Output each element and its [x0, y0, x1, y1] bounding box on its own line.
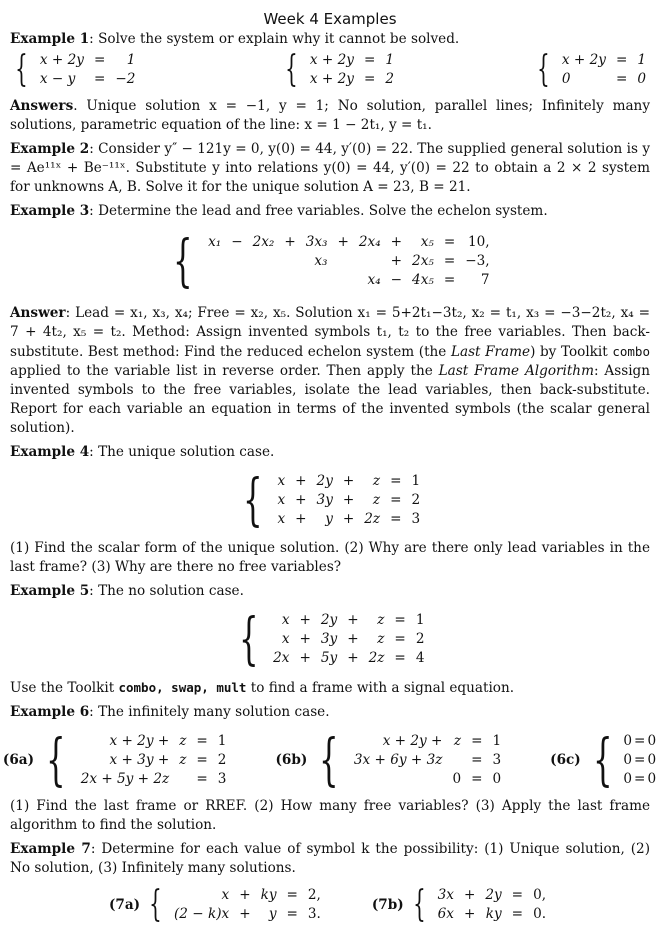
example-3-label: Example 3: [10, 203, 90, 219]
document-page: [2, 0, 657, 925]
example-4-system: { x + 2y + z = 1 x + 3y + z = 2 x + y + 2z = 3: [242, 467, 421, 533]
example-1-label: Example 1: [10, 31, 90, 47]
system-6b: (6b) { x + 2y + z = 1 3x + 6y + 3z = 3 0 = 0: [275, 727, 502, 793]
system-1c: { x + 2y = 1 0 = 0: [537, 49, 646, 90]
system-6a: (6a) { x + 2y + z = 1 x + 3y + z = 2 2x + 5y + 2z = 3: [2, 727, 227, 793]
example-3-system: { x₁ − 2x₂ + 3x₃ + 2x₄ + x₅ = 10, x₃ + 2x₅ = −3, x₄ − 4x₅ = 7: [173, 228, 490, 294]
system-6c: (6c) { 0 = 0 0 = 0 0 = 0: [550, 727, 657, 793]
example-6-label: Example 6: [10, 704, 90, 720]
example-6-systems: [2, 727, 657, 793]
brace-icon: {: [412, 884, 426, 925]
system-1a: { x + 2y = 1 x − y = −2: [15, 49, 136, 90]
page-title: Week 4 Examples: [263, 10, 397, 28]
example-5-prompt: Example 5: The no solution case.: [10, 583, 244, 599]
system-1b: { x + 2y = 1 x + 2y = 2: [285, 49, 394, 90]
brace-icon: {: [592, 727, 613, 793]
brace-icon: {: [149, 884, 162, 925]
example-7-prompt: Example 7: Determine for each value of symbol k the possibility: (1) Unique solution, (2) No solution, (3) Infinitely many solutions.: [10, 841, 650, 876]
brace-icon: {: [173, 228, 194, 294]
example-1-answers: Answers. Unique solution x = −1, y = 1; No solution, parallel lines; Infinitely many solutions, parametric equation of the line: x = 1 − 2t₁, y = t₁.: [10, 98, 650, 133]
example-1-prompt: [10, 30, 650, 49]
brace-icon: {: [238, 606, 259, 672]
brace-icon: {: [15, 49, 28, 90]
example-4-questions: (1) Find the scalar form of the unique solution. (2) Why are there only lead variables in the last frame? (3) Why are there no free variables?: [10, 540, 650, 575]
example-3-prompt: Example 3: Determine the lead and free variables. Solve the echelon system.: [10, 203, 548, 219]
brace-icon: {: [46, 727, 66, 793]
system-7b: (7b) { 3x + 2y = 0, 6x + ky = 0.: [371, 884, 547, 925]
example-7-systems: [10, 886, 650, 924]
brace-icon: {: [285, 49, 298, 90]
brace-icon: {: [242, 467, 263, 533]
example-5-label: Example 5: [10, 583, 90, 599]
example-4-prompt: Example 4: The unique solution case.: [10, 444, 275, 460]
example-1-text: : Solve the system or explain why it cannot be solved.: [89, 31, 460, 47]
example-2-label: Example 2: [10, 141, 90, 157]
example-2: Example 2: Consider y″ − 121y = 0, y(0) = 44, y′(0) = 22. The supplied general solution is y = Ae¹¹ˣ + Be⁻¹¹ˣ. Substitute y into relations y(0) = 44, y′(0) = 22 to obtain a 2 × 2 system for unknowns A, B. Solve it for the unique solution A = 23, B = 21.: [10, 141, 650, 195]
example-6-questions: (1) Find the last frame or RREF. (2) How many free variables? (3) Apply the last frame algorithm to find the solution.: [10, 798, 650, 833]
system-7a: (7a) { x + ky = 2, (2 − k)x + y = 3.: [108, 884, 321, 925]
example-7-label: Example 7: [10, 841, 91, 857]
example-3-answer: Answer: Lead = x₁, x₃, x₄; Free = x₂, x₅. Solution x₁ = 5+2t₁−3t₂, x₂ = t₁, x₃ = −3−2t₂, x₄ = 7 + 4t₂, x₅ = t₂. Method: Assign invented symbols t₁, t₂ to the free variables. Then back-substitute. Best method: Find the reduced echelon system (the Last Frame) by Toolkit combo applied to the variable list in reverse order. Then apply the Last Frame Algorithm: Assign invented symbols to the free variables, isolate the lead variables, then back-substitute. Report for each variable an equation in terms of the invented symbols (the scalar general solution).: [10, 305, 651, 436]
example-1-systems: [10, 51, 650, 93]
brace-icon: {: [319, 727, 339, 793]
brace-icon: {: [537, 49, 550, 90]
example-4-label: Example 4: [10, 444, 90, 460]
example-6-prompt: Example 6: The infinitely many solution case.: [10, 704, 330, 720]
example-5-system: { x + 2y + z = 1 x + 3y + z = 2 2x + 5y + 2z = 4: [238, 606, 425, 672]
example-5-instruction: Use the Toolkit combo, swap, mult to find a frame with a signal equation.: [10, 680, 515, 696]
